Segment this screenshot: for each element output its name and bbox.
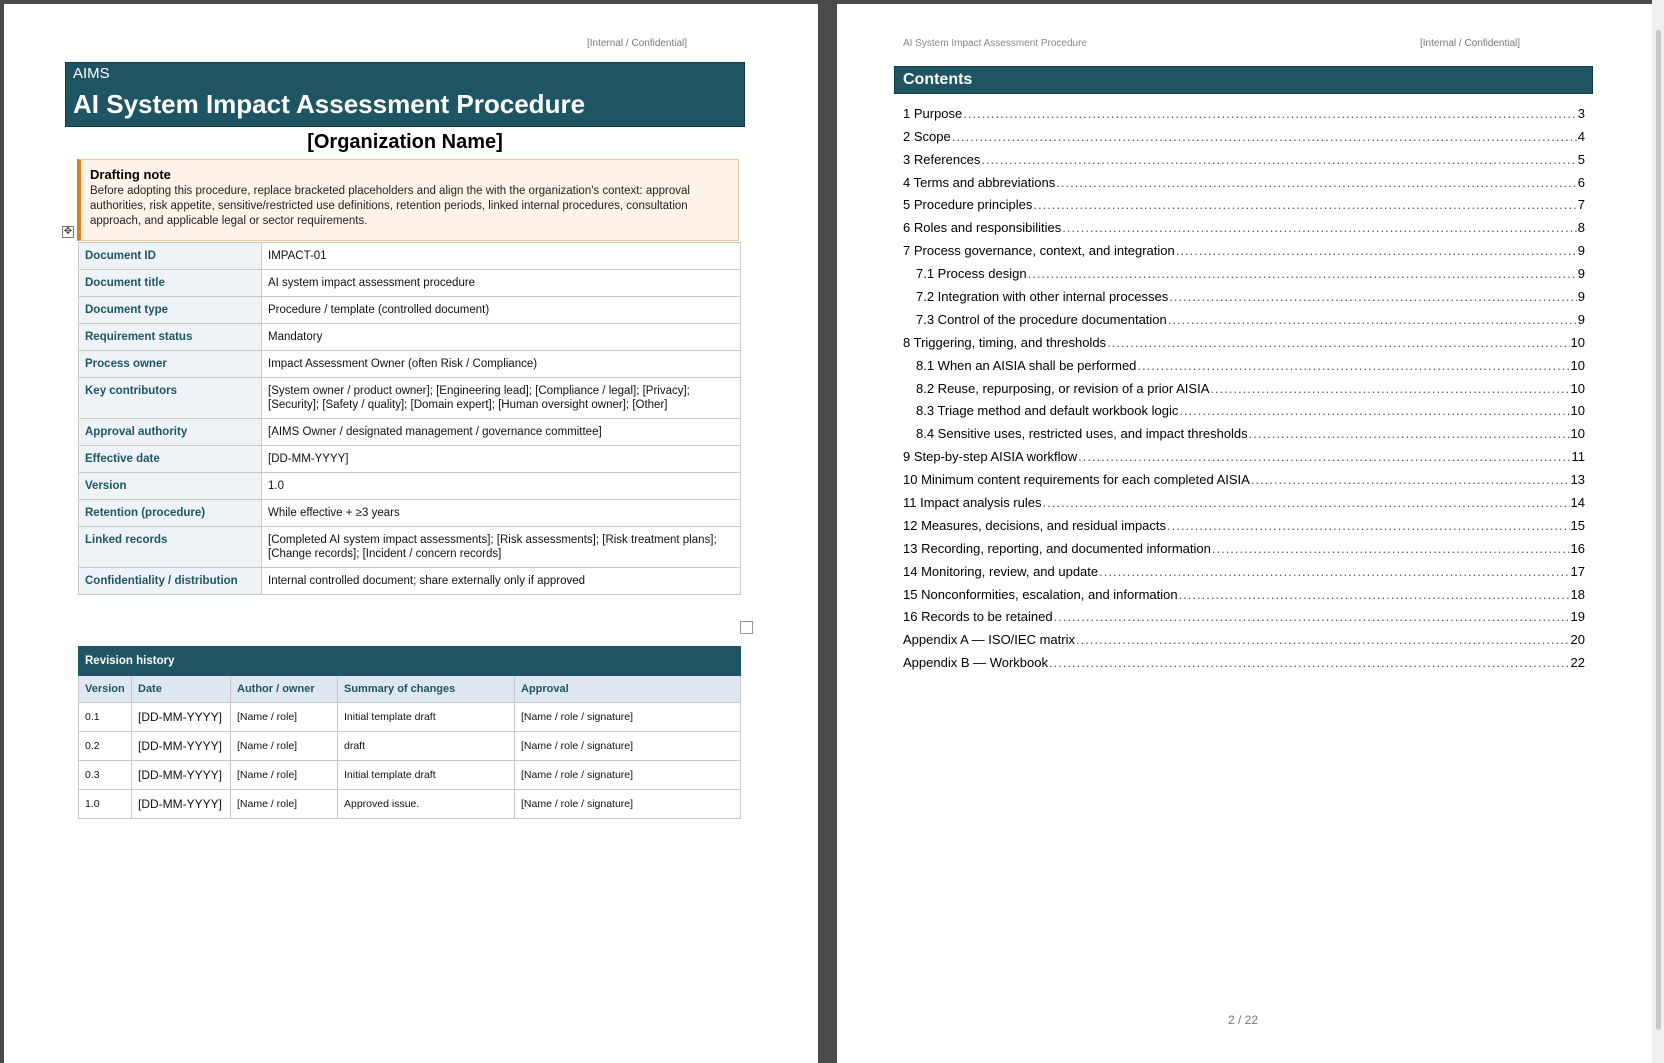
revision-column-header: Date — [132, 676, 231, 703]
revision-cell[interactable]: 0.1 — [79, 703, 132, 732]
metadata-value[interactable]: Procedure / template (controlled document) — [262, 297, 741, 324]
page2-header-right: [Internal / Confidential] — [1420, 38, 1521, 49]
toc-entry[interactable] — [903, 190, 1585, 213]
toc-entry-page: 9 — [1577, 311, 1585, 327]
revision-cell[interactable]: [Name / role] — [231, 703, 338, 732]
metadata-key: Process owner — [79, 351, 262, 378]
metadata-value[interactable]: 1.0 — [262, 473, 741, 500]
drafting-note-body: Before adopting this procedure, replace bracketed placeholders and align the with the organization's context: approval authorities, risk appetite, sensitive/restricted use definitions, retention periods, linked internal procedures, consultation approach, and applicable legal or sector requirements. — [90, 185, 690, 227]
toc-entry-label: 12 Measures, decisions, and residual impacts — [903, 517, 1167, 533]
contents-heading: Contents — [894, 66, 1593, 94]
toc-entry-label: 10 Minimum content requirements for each completed AISIA — [903, 472, 1250, 488]
toc-leader — [981, 152, 1576, 167]
toc-entry[interactable] — [903, 418, 1585, 441]
revision-history-caption: Revision history — [79, 647, 741, 676]
metadata-value[interactable]: While effective + ≥3 years — [262, 500, 741, 527]
toc-leader — [1167, 518, 1570, 533]
metadata-value[interactable]: IMPACT-01 — [262, 243, 741, 270]
page-number: 2 / 22 — [1228, 1013, 1259, 1027]
metadata-row — [79, 500, 741, 527]
metadata-key: Retention (procedure) — [79, 500, 262, 527]
toc-leader — [1249, 426, 1570, 441]
toc-entry[interactable] — [903, 258, 1585, 281]
table-move-handle-icon[interactable]: ✥ — [63, 226, 73, 237]
toc-entry-label: 5 Procedure principles — [903, 197, 1033, 213]
toc-leader — [1099, 564, 1569, 579]
toc-entry[interactable] — [903, 510, 1585, 533]
metadata-key: Approval authority — [79, 419, 262, 446]
toc-entry[interactable] — [903, 304, 1585, 327]
toc-entry-label: Appendix B — Workbook — [903, 655, 1048, 671]
toc-entry-page: 3 — [1577, 105, 1585, 121]
revision-cell[interactable]: [DD-MM-YYYY] — [132, 790, 231, 819]
toc-leader — [1137, 358, 1569, 373]
toc-entry-page: 8 — [1577, 220, 1585, 236]
toc-entry-label: 8.3 Triage method and default workbook logic — [916, 403, 1179, 419]
organization-name: [Organization Name] — [307, 131, 503, 153]
revision-cell[interactable]: [Name / role / signature] — [515, 732, 741, 761]
metadata-row — [79, 243, 741, 270]
toc-entry[interactable] — [903, 533, 1585, 556]
revision-cell[interactable]: [Name / role] — [231, 790, 338, 819]
toc-entry-page: 10 — [1570, 357, 1585, 373]
metadata-key: Confidentiality / distribution — [79, 568, 262, 595]
toc-leader — [1054, 609, 1570, 624]
revision-cell[interactable]: [Name / role / signature] — [515, 703, 741, 732]
toc-entry[interactable] — [903, 441, 1585, 464]
toc-entry-page: 4 — [1577, 128, 1585, 144]
page2-header-left: AI System Impact Assessment Procedure — [903, 38, 1087, 49]
toc-entry-label: 7.2 Integration with other internal processes — [916, 289, 1169, 305]
toc-entry-label: 6 Roles and responsibilities — [903, 220, 1062, 236]
metadata-row — [79, 270, 741, 297]
toc-entry-page: 16 — [1570, 540, 1585, 556]
toc-entry-label: 8.1 When an AISIA shall be performed — [916, 357, 1137, 373]
revision-cell[interactable]: draft — [338, 732, 515, 761]
toc-leader — [1179, 403, 1569, 418]
toc-entry-page: 10 — [1570, 403, 1585, 419]
toc-entry-label: 3 References — [903, 151, 981, 167]
table-resize-handle-icon[interactable] — [740, 621, 753, 634]
revision-cell[interactable]: 0.3 — [79, 761, 132, 790]
toc-leader — [1049, 655, 1570, 670]
toc-leader — [1078, 449, 1570, 464]
toc-entry-label: 13 Recording, reporting, and documented information — [903, 540, 1211, 556]
revision-column-header: Summary of changes — [338, 676, 515, 703]
revision-row — [79, 761, 741, 790]
table-of-contents — [903, 98, 1585, 670]
toc-leader — [952, 129, 1577, 144]
revision-history-table — [78, 646, 741, 819]
toc-entry[interactable] — [903, 624, 1585, 647]
revision-cell[interactable]: Initial template draft — [338, 703, 515, 732]
toc-entry[interactable] — [903, 212, 1585, 235]
title-kicker: AIMS — [73, 65, 110, 82]
revision-cell[interactable]: Approved issue. — [338, 790, 515, 819]
toc-entry-page: 14 — [1570, 495, 1585, 511]
toc-entry[interactable] — [903, 98, 1585, 121]
toc-entry-label: 15 Nonconformities, escalation, and information — [903, 586, 1178, 602]
revision-column-header: Approval — [515, 676, 741, 703]
metadata-key: Effective date — [79, 446, 262, 473]
toc-leader — [1062, 220, 1577, 235]
toc-leader — [1169, 289, 1577, 304]
metadata-value[interactable]: Internal controlled document; share externally only if approved — [262, 568, 741, 595]
toc-entry[interactable] — [903, 281, 1585, 304]
toc-leader — [1107, 335, 1569, 350]
metadata-value[interactable]: Mandatory — [262, 324, 741, 351]
toc-entry-label: 7 Process governance, context, and integration — [903, 243, 1175, 259]
toc-entry[interactable] — [903, 327, 1585, 350]
metadata-row — [79, 324, 741, 351]
metadata-value[interactable]: [Completed AI system impact assessments]; [Risk assessments]; [Risk treatment plans]; [Change records]; [Incident / concern records] — [262, 527, 741, 568]
metadata-row — [79, 419, 741, 446]
metadata-row — [79, 446, 741, 473]
metadata-row — [79, 527, 741, 568]
toc-leader — [1176, 243, 1577, 258]
toc-entry-page: 15 — [1570, 517, 1585, 533]
toc-leader — [963, 106, 1577, 121]
toc-entry-label: Appendix A — ISO/IEC matrix — [903, 632, 1075, 648]
toc-entry-page: 6 — [1577, 174, 1585, 190]
revision-cell[interactable]: 1.0 — [79, 790, 132, 819]
metadata-key: Key contributors — [79, 378, 262, 419]
metadata-key: Document title — [79, 270, 262, 297]
toc-entry-page: 9 — [1577, 243, 1585, 259]
metadata-key: Linked records — [79, 527, 262, 568]
toc-leader — [1028, 266, 1577, 281]
title-banner — [65, 62, 745, 127]
toc-leader — [1210, 381, 1569, 396]
revision-column-header: Author / owner — [231, 676, 338, 703]
toc-leader — [1179, 587, 1570, 602]
revision-cell[interactable]: 0.2 — [79, 732, 132, 761]
toc-entry-page: 11 — [1571, 449, 1585, 465]
toc-entry-label: 2 Scope — [903, 128, 951, 144]
toc-entry[interactable] — [903, 556, 1585, 579]
revision-cell[interactable]: [Name / role / signature] — [515, 790, 741, 819]
toc-entry-label: 4 Terms and abbreviations — [903, 174, 1056, 190]
metadata-row — [79, 568, 741, 595]
metadata-key: Document type — [79, 297, 262, 324]
metadata-row — [79, 473, 741, 500]
metadata-row — [79, 378, 741, 419]
revision-row — [79, 703, 741, 732]
toc-leader — [1076, 632, 1570, 647]
revision-cell[interactable]: [DD-MM-YYYY] — [132, 703, 231, 732]
toc-entry-page: 17 — [1570, 563, 1585, 579]
metadata-value[interactable]: Impact Assessment Owner (often Risk / Compliance) — [262, 351, 741, 378]
toc-entry-label: 9 Step-by-step AISIA workflow — [903, 449, 1078, 465]
toc-entry-label: 8.2 Reuse, repurposing, or revision of a prior AISIA — [916, 380, 1210, 396]
toc-entry-page: 5 — [1577, 151, 1585, 167]
metadata-value[interactable]: [AIMS Owner / designated management / governance committee] — [262, 419, 741, 446]
toc-entry-page: 9 — [1577, 266, 1585, 282]
toc-leader — [1056, 175, 1577, 190]
drafting-note — [77, 159, 739, 241]
toc-entry-page: 20 — [1570, 632, 1585, 648]
revision-cell[interactable]: [Name / role / signature] — [515, 761, 741, 790]
toc-entry[interactable] — [903, 350, 1585, 373]
revision-row — [79, 790, 741, 819]
toc-entry[interactable] — [903, 464, 1585, 487]
toc-entry[interactable] — [903, 396, 1585, 419]
document-metadata-table — [78, 242, 741, 595]
toc-entry-page: 22 — [1570, 655, 1585, 671]
toc-entry-page: 18 — [1570, 586, 1585, 602]
toc-leader — [1251, 472, 1570, 487]
toc-entry[interactable] — [903, 144, 1585, 167]
revision-cell[interactable]: [Name / role] — [231, 732, 338, 761]
toc-entry[interactable] — [903, 121, 1585, 144]
toc-entry-page: 10 — [1570, 426, 1585, 442]
toc-entry[interactable] — [903, 487, 1585, 510]
toc-entry-label: 16 Records to be retained — [903, 609, 1053, 625]
toc-entry[interactable] — [903, 602, 1585, 625]
scrollbar-thumb[interactable] — [1656, 30, 1661, 1030]
toc-entry[interactable] — [903, 235, 1585, 258]
toc-entry-page: 10 — [1570, 334, 1585, 350]
metadata-key: Requirement status — [79, 324, 262, 351]
toc-entry-label: 11 Impact analysis rules — [903, 495, 1042, 511]
toc-entry-page: 19 — [1570, 609, 1585, 625]
metadata-value[interactable]: AI system impact assessment procedure — [262, 270, 741, 297]
revision-row — [79, 732, 741, 761]
toc-entry-page: 9 — [1577, 289, 1585, 305]
drafting-note-title: Drafting note — [90, 167, 171, 182]
metadata-row — [79, 351, 741, 378]
revision-cell[interactable]: [Name / role] — [231, 761, 338, 790]
metadata-key: Document ID — [79, 243, 262, 270]
toc-leader — [1168, 312, 1577, 327]
toc-entry-page: 7 — [1577, 197, 1585, 213]
toc-entry-label: 8.4 Sensitive uses, restricted uses, and impact thresholds — [916, 426, 1248, 442]
toc-leader — [1043, 495, 1570, 510]
toc-leader — [1033, 197, 1576, 212]
page-header-label: [Internal / Confidential] — [587, 38, 688, 49]
document-title: AI System Impact Assessment Procedure — [73, 89, 586, 119]
metadata-row — [79, 297, 741, 324]
toc-entry-label: 1 Purpose — [903, 105, 963, 121]
metadata-key: Version — [79, 473, 262, 500]
toc-entry[interactable] — [903, 373, 1585, 396]
toc-entry-label: 14 Monitoring, review, and update — [903, 563, 1099, 579]
revision-cell[interactable]: Initial template draft — [338, 761, 515, 790]
revision-cell[interactable]: [DD-MM-YYYY] — [132, 732, 231, 761]
toc-entry-label: 8 Triggering, timing, and thresholds — [903, 334, 1107, 350]
toc-leader — [1212, 541, 1570, 556]
toc-entry-page: 13 — [1570, 472, 1585, 488]
toc-entry-label: 7.3 Control of the procedure documentation — [916, 311, 1167, 327]
toc-entry[interactable] — [903, 579, 1585, 602]
toc-entry-page: 10 — [1570, 380, 1585, 396]
metadata-value[interactable]: [DD-MM-YYYY] — [262, 446, 741, 473]
metadata-value[interactable]: [System owner / product owner]; [Engineering lead]; [Compliance / legal]; [Privacy]; [Security]; [Safety / quality]; [Domain expert]; [Human oversight owner]; [Other] — [262, 378, 741, 419]
revision-cell[interactable]: [DD-MM-YYYY] — [132, 761, 231, 790]
toc-entry[interactable] — [903, 647, 1585, 670]
toc-entry[interactable] — [903, 167, 1585, 190]
toc-entry-label: 7.1 Process design — [916, 266, 1027, 282]
revision-column-header: Version — [79, 676, 132, 703]
